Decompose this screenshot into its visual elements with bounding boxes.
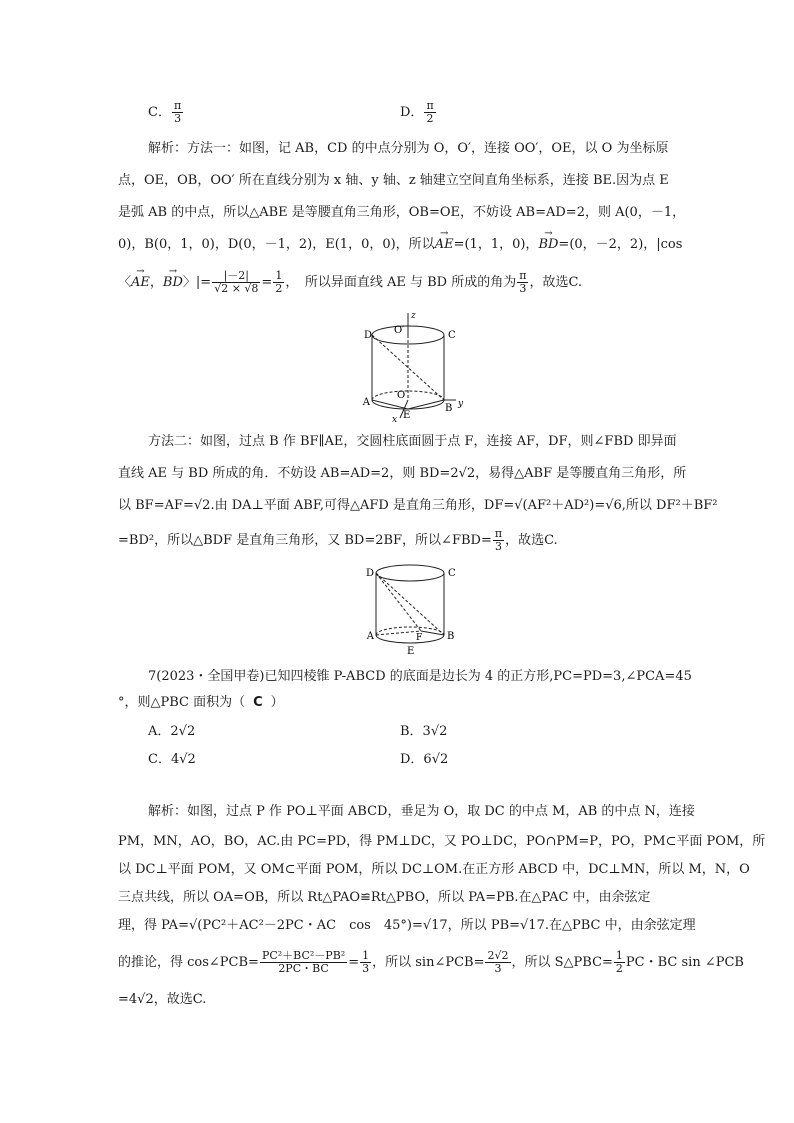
label-f2: F [416,633,423,643]
question7-option-d: D．6√2 [400,752,449,767]
label-b2: B [447,631,455,642]
solution3-line7: =4√2，故选C. [118,992,207,1007]
cylinder-figure-1 [360,308,500,423]
answer-mark: C [253,695,263,710]
sin-pcb-fraction: $\frac{2√2}{3}$ [487,949,509,975]
label-o-prime: O′ [394,325,405,336]
solution2-line3: 以 BF=AF=√2.由 DA⊥平面 ABF,可得△AFD 是直角三角形，DF=√(AF²＋AD²)=√6,所以 DF²＋BF² [118,498,718,513]
solution1-line4: 0)，B(0，1，0)，D(0，－1，2)，E(1，0，0)，所以→ AE=(1，1，0)，→ BD=(0，－2，2)，|cos [118,235,734,255]
solution1-line3: 是弧 AB 的中点，所以△ABE 是等腰直角三角形，OB=OE，不妨设 AB=AD=2，则 A(0，－1， [118,205,686,220]
cos-fraction: $\frac{|-2|}{√2 \times √8}$ [214,269,259,295]
vector-ae: → AE [435,235,454,255]
label-a2: A [366,631,374,642]
solution3-line3: 以 DC⊥平面 POM，又 OM⊂平面 POM，所以 DC⊥OM.在正方形 ABCD 中，DC⊥MN，所以 M，N，O [118,862,750,877]
bottom-arc [372,400,444,409]
solution2-line2: 直线 AE 与 BD 所成的角．不妨设 AB=AD=2，则 BD=2√2，易得△ABF 是等腰直角三角形，所 [118,466,687,481]
question7-line2: °，则△PBC 面积为（ C ） [118,695,284,710]
option-d-prev: D． $\frac{\pi}{2}$ [400,99,434,125]
solution3-line6: 的推论，得 cos∠PCB= $\frac{\text{PC²＋BC²－PB²}}{2PC・BC}$ = $\frac{1}{3}$ ，所以 sin∠PCB= $\frac{2√2}{3}$ ，所以 S△PBC= $\frac{1}{2}$ PC・BC sin ∠PCB [118,949,744,975]
solution2-line1: 方法二：如图，过点 B 作 BF∥AE，交圆柱底面圆于点 F，连接 AF，DF，则∠FBD 即异面 [148,434,677,449]
label-c2: C [448,568,456,579]
question7-option-c: C．4√2 [148,752,196,767]
label-e2: E [407,646,415,657]
option-c-prev: C． $\frac{\pi}{3}$ [148,99,182,125]
label-b: B [445,403,453,414]
question7-option-b: B．3√2 [400,724,448,739]
label-y: y [458,399,464,409]
solution3-line2: PM，MN，AO，BO，AC.由 PC=PD，得 PM⊥DC，又 PO⊥DC，PO∩PM=P，PO，PM⊂平面 POM，所 [118,834,766,849]
pi-third-fraction-2: $\frac{\pi}{3}$ [494,527,503,553]
label-e: E [403,410,411,421]
cos-pcb-fraction: $\frac{\text{PC²＋BC²－PB²}}{2PC・BC}$ [261,949,346,975]
solution1-line2: 点，OE，OB，OO′ 所在直线分别为 x 轴、y 轴、z 轴建立空间直角坐标系，连接 BE.因为点 E [118,173,669,188]
pi-third-fraction: $\frac{\pi}{3}$ [519,269,527,295]
label-o: O [397,390,406,401]
half-fraction-2: $\frac{1}{2}$ [615,949,623,975]
cylinder-figure-2 [365,562,475,657]
label-c: C [448,330,456,341]
solution3-line1: 解析：如图，过点 P 作 PO⊥平面 ABCD，垂足为 O，取 DC 的中点 M，AB 的中点 N，连接 [148,804,695,819]
label-x: x [392,415,398,423]
label-d: D [363,330,372,341]
one-third-fraction: $\frac{1}{3}$ [362,949,370,975]
solution3-line5: 理，得 PA=√(PC²＋AC²－2PC・AC cos 45°)=√17，所以 PB=√17.在△PBC 中，由余弦定理 [118,918,696,933]
half-fraction: $\frac{1}{2}$ [275,269,283,295]
vector-bd: → BD [538,235,558,255]
label-z: z [411,311,416,321]
question7-line1: 7(2023・全国甲卷)已知四棱锥 P-ABCD 的底面是边长为 4 的正方形,PC=PD=3,∠PCA=45 [148,669,692,684]
option-d-fraction: $\frac{\pi}{2}$ [426,99,434,125]
solution1-line1: 解析：方法一：如图，记 AB，CD 的中点分别为 O，O′，连接 OO′，OE，以 O 为坐标原 [148,141,669,156]
solution2-line4: =BD²，所以△BDF 是直角三角形，又 BD=2BF，所以∠FBD= $\frac{\pi}{3}$ ，故选C. [118,527,558,553]
option-c-fraction: $\frac{\pi}{3}$ [173,99,182,125]
question7-option-a: A．2√2 [148,724,196,739]
solution3-line4: 三点共线，所以 OA=OB，所以 Rt△PAO≌Rt△PBO，所以 PA=PB.在△PAC 中，由余弦定 [118,890,651,905]
label-d2: D [365,568,374,579]
solution1-line5: 〈→ AE，→ BD〉|= $\frac{|-2|}{√2 \times √8}$ = $\frac{1}{2}$ ， 所以异面直线 AE 与 BD 所成的角为 $\frac{\pi}{3}$ ，故选C. [118,270,734,295]
label-a: A [362,397,370,408]
